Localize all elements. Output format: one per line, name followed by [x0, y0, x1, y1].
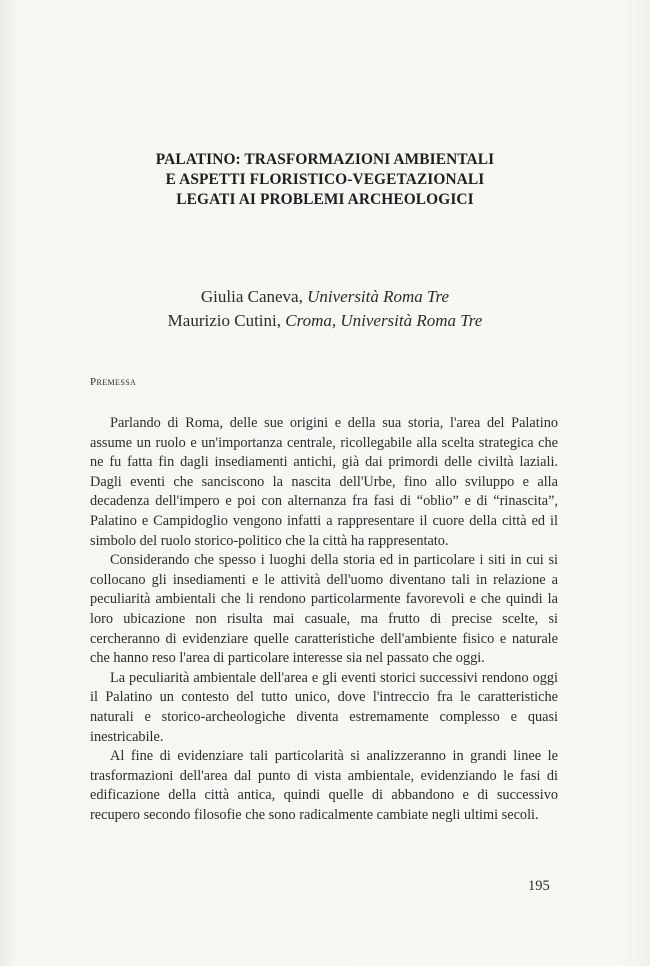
page-number: 195	[528, 878, 550, 894]
title-line: E ASPETTI FLORISTICO-VEGETAZIONALI	[165, 171, 485, 188]
title-line: LEGATI AI PROBLEMI ARCHEOLOGICI	[176, 191, 474, 208]
author-name: Maurizio Cutini,	[167, 311, 286, 330]
title-line: PALATINO: TRASFORMAZIONI AMBIENTALI	[155, 151, 495, 168]
paragraph: Parlando di Roma, delle sue origini e della sua storia, l'area del Palatino assume un ruolo e un'importanza centrale, ricollegabile alla scelta strategica che ne fu fatta fin dagli insediamenti antichi, già dai primordi delle civiltà laziali. Dagli eventi che sanciscono la nascita dell'Urbe, fino allo sviluppo e alla decadenza dell'impero e poi con alternanza fra fasi di “oblio” e di “rinascita”, Palatino e Campidoglio vengono infatti a rappresentare il cuore della città ed il simbolo del ruolo storico-politico che la città ha rappresentato.	[90, 415, 558, 549]
author-line	[60, 285, 590, 309]
article-title	[60, 150, 590, 210]
section-heading: Premessa	[90, 376, 137, 388]
author-affiliation: Croma, Università Roma Tre	[285, 311, 483, 330]
paragraph: Considerando che spesso i luoghi della storia ed in particolare i siti in cui si collocano gli insediamenti e le attività dell'uomo diventano tali in relazione a peculiarità ambientali che li rendono particolarmente favorevoli e che quindi la loro ubicazione non risulta mai casuale, ma frutto di precise scelte, si cercheranno di evidenziare quelle caratteristiche dell'ambiente fisico e naturale che hanno reso l'area di particolare interesse sia nel passato che oggi.	[90, 552, 558, 667]
author-block	[60, 285, 590, 333]
author-name: Giulia Caneva,	[200, 287, 308, 306]
author-line	[60, 309, 590, 333]
body-text	[90, 414, 558, 825]
paragraph: Al fine di evidenziare tali particolarità si analizzeranno in grandi linee le trasformazioni dell'area dal punto di vista ambientale, evidenziando le fasi di edificazione della città antica, quindi quelle di abbandono e di successivo recupero secondo filosofie che sono radicalmente cambiate negli ultimi secoli.	[90, 748, 558, 823]
paragraph: La peculiarità ambientale dell'area e gli eventi storici successivi rendono oggi il Palatino un contesto del tutto unico, dove l'intreccio fra le caratteristiche naturali e storico-archeologiche diventa estremamente complesso e quasi inestricabile.	[90, 669, 558, 745]
author-affiliation: Università Roma Tre	[307, 287, 450, 306]
